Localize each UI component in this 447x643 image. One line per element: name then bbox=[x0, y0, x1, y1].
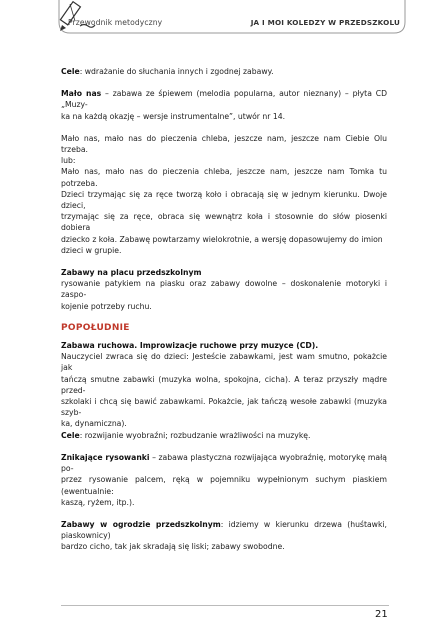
header-frame bbox=[58, 0, 406, 34]
lyrics-paragraph bbox=[61, 133, 387, 256]
malo-nas-title: Mało nas bbox=[61, 89, 102, 99]
cele-paragraph bbox=[61, 66, 387, 77]
plac-title: Zabawy na placu przedszkolnym bbox=[61, 268, 202, 278]
lyrics-line: lub: bbox=[61, 156, 76, 166]
plac-paragraph bbox=[61, 267, 387, 312]
ruchowa-title: Zabawa ruchowa. Improwizacje ruchowe przy muzyce (CD). bbox=[61, 341, 319, 351]
ruchowa-line: Nauczyciel zwraca się do dzieci: Jesteście zabawkami, jest wam smutno, pokażcie jak bbox=[61, 352, 387, 373]
lyrics-line: trzymając się za ręce, obraca się wewnątrz koła i stosownie do słów piosenki dobiera bbox=[61, 212, 387, 233]
cele-text: : wdrażanie do słuchania innych i zgodnej zabawy. bbox=[79, 67, 274, 76]
ogrod-line: : idziemy w kierunku drzewa (huśtawki, piaskownicy) bbox=[61, 519, 387, 541]
znikajace-line: kaszą, ryżem, itp.). bbox=[61, 497, 135, 507]
section-heading: POPOŁUDNIE bbox=[61, 322, 130, 333]
malo-nas-paragraph bbox=[61, 88, 387, 122]
ruchowa-line: tańczą smutne zabawki (muzyka wolna, spokojna, cicha). A teraz przyszły mądre przed- bbox=[61, 374, 387, 395]
page-content bbox=[61, 66, 387, 553]
lyrics-line: dzieci w grupie. bbox=[61, 245, 122, 255]
ruchowa-paragraph bbox=[61, 340, 387, 441]
plac-line: rysowanie patykiem na piasku oraz zabawy dowolne – doskonalenie motoryki i zaspo- bbox=[61, 279, 387, 300]
lyrics-line: Mało nas, mało nas do pieczenia chleba, jeszcze nam, jeszcze nam Tomka tu potrzeba. bbox=[61, 167, 387, 188]
ogrod-title: Zabawy w ogrodzie przedszkolnym bbox=[61, 519, 221, 529]
pencil-icon bbox=[58, 0, 96, 34]
page-header bbox=[58, 0, 406, 34]
ruchowa-cele-label: Cele bbox=[61, 430, 80, 440]
header-book-title: JA I MOI KOLEDZY W PRZEDSZKOLU bbox=[250, 18, 400, 27]
ruchowa-line: szkolaki i chcą się bawić zabawkami. Pokażcie, jak tańczą wesołe zabawki (muzyka szyb- bbox=[61, 397, 387, 418]
page-number: 21 bbox=[375, 609, 388, 620]
ogrod-paragraph bbox=[61, 519, 387, 553]
footer-divider bbox=[61, 605, 389, 606]
header-guide-title: Przewodnik metodyczny bbox=[68, 18, 163, 27]
ruchowa-cele-text: : rozwijanie wyobraźni; rozbudzanie wrażliwości na muzykę. bbox=[79, 430, 311, 440]
plac-line: kojenie potrzeby ruchu. bbox=[61, 301, 152, 311]
ruchowa-line: ka, dynamiczna). bbox=[61, 419, 127, 429]
znikajace-title: Znikające rysowanki bbox=[61, 452, 150, 462]
malo-nas-line: ka na każdą okazję – wersje instrumentalne”, utwór nr 14. bbox=[61, 111, 286, 121]
cele-label: Cele bbox=[61, 67, 80, 76]
lyrics-line: Dzieci trzymając się za ręce tworzą koło i obracają się w jednym kierunku. Dwoje dzieci, bbox=[61, 189, 387, 211]
lyrics-line: dziecko z koła. Zabawę powtarzamy wielokrotnie, a wersję dopasowujemy do imion bbox=[61, 234, 383, 244]
znikajace-line: przez rysowanie palcem, ręką w pojemniku wypełnionym suchym piaskiem (ewentualnie: bbox=[61, 475, 387, 496]
ogrod-line: bardzo cicho, tak jak skradają się liski; zabawy swobodne. bbox=[61, 542, 285, 552]
malo-nas-line: – zabawa ze śpiewem (melodia popularna, autor nieznany) – płyta CD „Muzy- bbox=[61, 89, 387, 110]
lyrics-line: Mało nas, mało nas do pieczenia chleba, jeszcze nam, jeszcze nam Ciebie Olu trzeba. bbox=[61, 133, 387, 155]
znikajace-paragraph bbox=[61, 452, 387, 508]
znikajace-line: – zabawa plastyczna rozwijająca wyobraźnię, motorykę małą po- bbox=[61, 452, 387, 474]
